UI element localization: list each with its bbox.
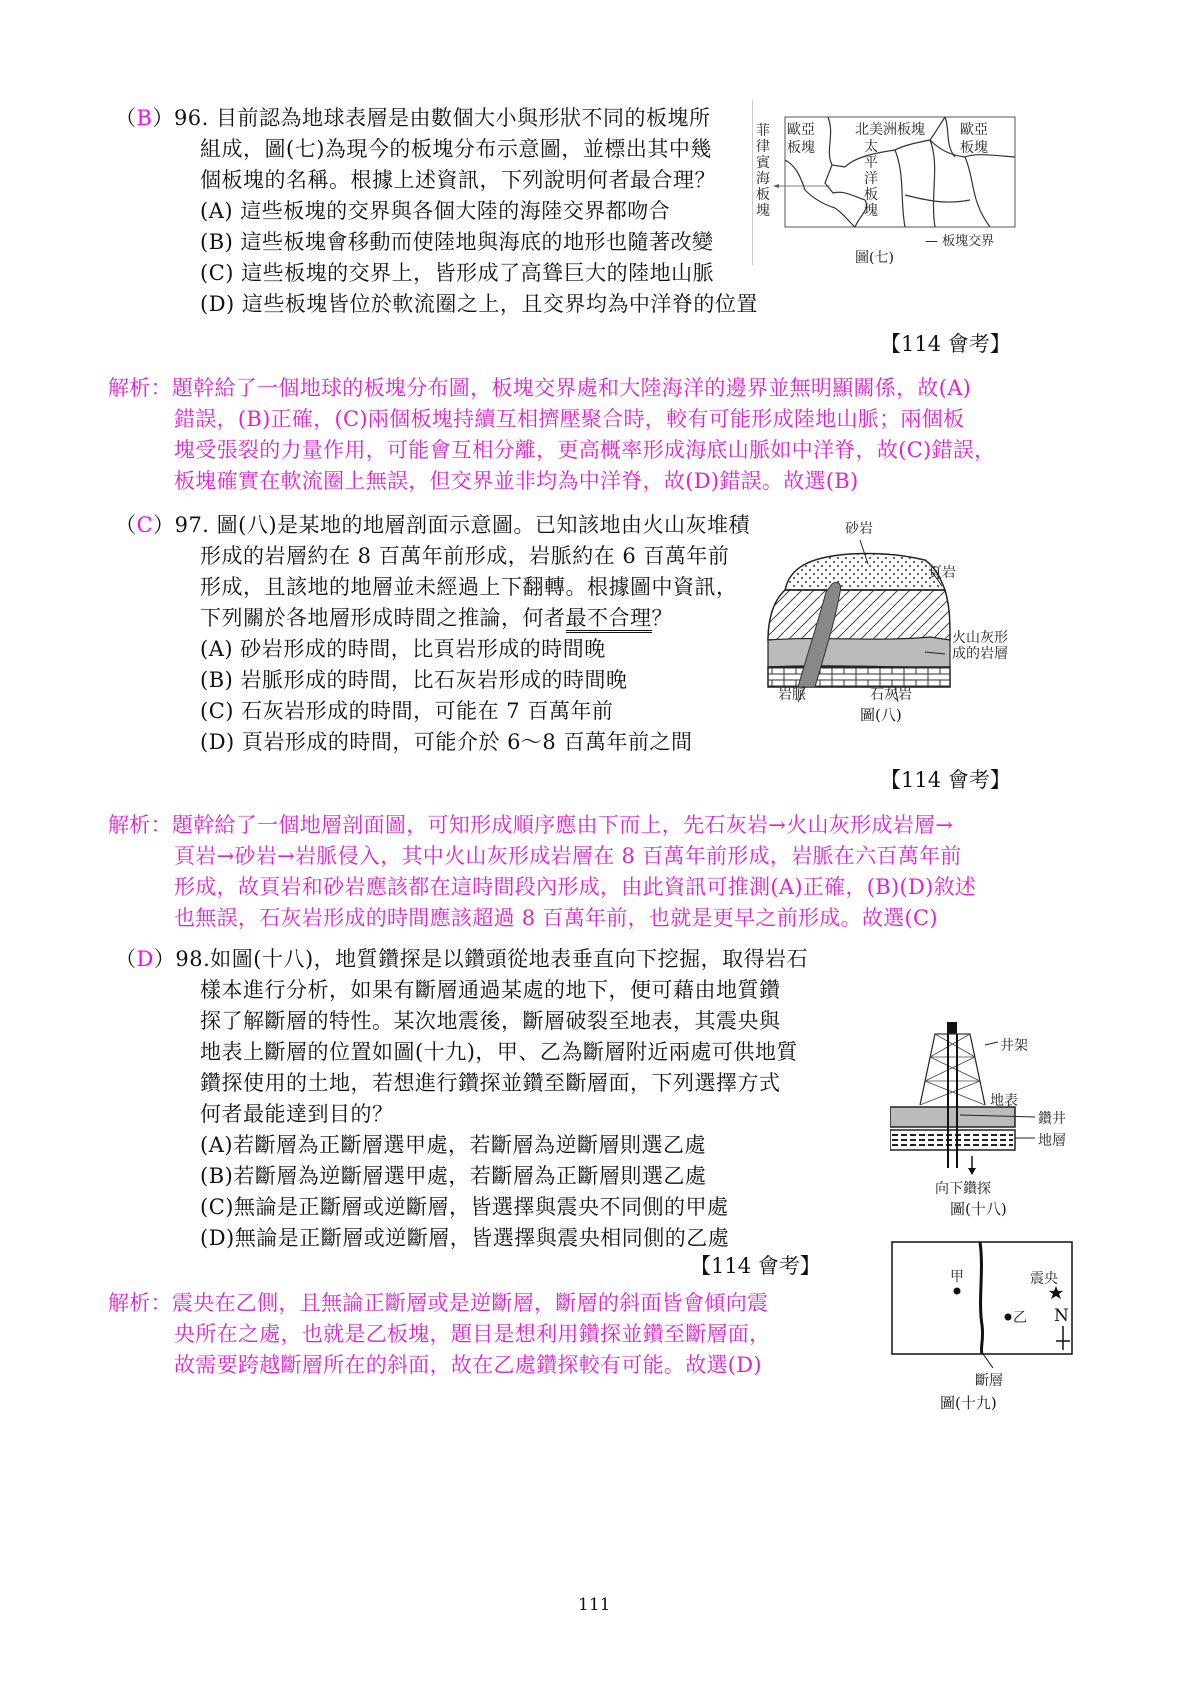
explanation-label: 解析： [108,1291,172,1315]
question-stem: 如圖(十八)，地質鑽探是以鑽頭從地表垂直向下挖掘，取得岩石 [210,947,809,971]
question-stem: 圖(八)是某地的地層剖面示意圖。已知該地由火山灰堆積 [216,513,751,537]
figure-caption: 圖(十八) [950,1200,1007,1218]
option-c: (C) 這些板塊的交界上，皆形成了高聳巨大的陸地山脈 [200,261,715,285]
label-dike: 岩脈 [778,687,806,703]
question-96-line-1: （B）96. 目前認為地球表層是由數個大小與形狀不同的板塊所 [115,106,711,130]
question-stem-line: 形成，且該地的地層並未經過上下翻轉。根據圖中資訊， [200,575,738,599]
figure-caption: 圖(八) [860,706,902,724]
label-epicenter: 震央 [1030,1271,1058,1287]
question-stem-line: 探了解斷層的特性。某次地震後，斷層破裂至地表，其震央與 [200,1009,781,1033]
explanation-line: 解析：題幹給了一個地球的板塊分布圖，板塊交界處和大陸海洋的邊界並無明顯關係，故(A) [108,376,972,400]
emphasis-least-reasonable: 最不合理 [566,606,652,633]
figure-7-plate-map [755,105,1055,265]
figure-18-drilling-rig [890,1010,1100,1220]
question-stem-line: 形成的岩層約在 8 百萬年前形成，岩脈約在 6 百萬年前 [200,544,730,568]
legend-plate-boundary: — 板塊交界 [925,234,995,249]
label-north-american-plate: 北美洲板塊 [855,122,925,138]
question-stem-line: 地表上斷層的位置如圖(十九)，甲、乙為斷層附近兩處可供地質 [200,1040,798,1064]
question-stem-line: 鑽探使用的土地，若想進行鑽探並鑽至斷層面，下列選擇方式 [200,1071,781,1095]
explanation-line: 解析：題幹給了一個地層剖面圖，可知形成順序應由下而上，先石灰岩→火山灰形成岩層→ [108,813,954,837]
label-philippine-plate: 菲 律 賓 海 板 塊 [756,123,770,219]
north-arrow-icon: N [1054,1306,1069,1326]
label-sandstone: 砂岩 [845,521,873,537]
label-volcanic-ash-layer: 火山灰形 成的岩層 [952,630,1008,662]
question-number: 98. [175,947,211,971]
label-site-yi: 乙 [1013,1310,1027,1326]
figure-divider [752,100,754,265]
question-stem-line: 組成，圖(七)為現今的板塊分布示意圖，並標出其中幾 [200,137,712,161]
question-stem-line: 何者最能達到目的？ [200,1102,394,1126]
label-eurasian-plate-left: 歐亞 板塊 [787,122,815,156]
page-number: 111 [578,1595,611,1615]
question-number: 97. [174,513,210,537]
label-borehole: 鑽井 [1038,1111,1066,1127]
label-pacific-plate: 太 平 洋 板 塊 [864,139,878,219]
question-97-line-1: （C）97. 圖(八)是某地的地層剖面示意圖。已知該地由火山灰堆積 [115,513,751,537]
source-tag: 【114 會考】 [880,768,1011,792]
label-limestone: 石灰岩 [870,687,912,703]
option-d: (D) 這些板塊皆位於軟流圈之上，且交界均為中洋脊的位置 [200,292,758,316]
option-a: (A) 這些板塊的交界與各個大陸的海陸交界都吻合 [200,199,671,223]
explanation-line: 錯誤，(B)正確，(C)兩個板塊持續互相擠壓聚合時，較有可能形成陸地山脈；兩個板 [174,407,965,431]
question-stem-line: 樣本進行分析，如果有斷層通過某處的地下，便可藉由地質鑽 [200,978,781,1002]
figure-19-fault-map [880,1230,1100,1430]
option-d: (D) 頁岩形成的時間，可能介於 6～8 百萬年前之間 [200,730,693,754]
source-tag: 【114 會考】 [880,332,1011,356]
label-ground-surface: 地表 [990,1093,1018,1109]
question-stem-line: 下列關於各地層形成時間之推論，何者最不合理？ [200,603,673,634]
option-c: (C) 石灰岩形成的時間，可能在 7 百萬年前 [200,699,614,723]
question-stem-line: 個板塊的名稱。根據上述資訊，下列說明何者最合理？ [200,168,716,192]
label-strata: 地層 [1038,1133,1066,1149]
explanation-line: 也無誤，石灰岩形成的時間應該超過 8 百萬年前，也就是更早之前形成。故選(C) [174,906,938,930]
explanation-line: 塊受張裂的力量作用，可能會互相分離，更高概率形成海底山脈如中洋脊，故(C)錯誤， [174,438,996,462]
question-number: 96. [173,106,209,130]
figure-8-strata-section [760,512,1020,732]
source-tag: 【114 會考】 [690,1254,821,1278]
question-98-line-1: （D）98.如圖(十八)，地質鑽探是以鑽頭從地表垂直向下挖掘，取得岩石 [115,947,809,971]
answer-letter: B [136,106,153,130]
option-b: (B) 這些板塊會移動而使陸地與海底的地形也隨著改變 [200,230,714,254]
option-b: (B)若斷層為逆斷層選甲處，若斷層為正斷層則選乙處 [200,1164,707,1188]
answer-letter: C [136,513,154,537]
fault-map-drawing [880,1230,1100,1380]
label-derrick: 井架 [1000,1038,1028,1054]
explanation-label: 解析： [108,813,172,837]
option-a: (A)若斷層為正斷層選甲處，若斷層為逆斷層則選乙處 [200,1133,707,1157]
option-b: (B) 岩脈形成的時間，比石灰岩形成的時間晚 [200,668,628,692]
figure-caption: 圖(十九) [940,1394,997,1412]
option-d: (D)無論是正斷層或逆斷層，皆選擇與震央相同側的乙處 [200,1226,730,1250]
label-eurasian-plate-right: 歐亞 板塊 [960,122,988,156]
option-c: (C)無論是正斷層或逆斷層，皆選擇與震央不同側的甲處 [200,1195,729,1219]
explanation-line: 故需要跨越斷層所在的斜面，故在乙處鑽探較有可能。故選(D) [174,1353,762,1377]
explanation-line: 央所在之處，也就是乙板塊，題目是想利用鑽探並鑽至斷層面， [174,1322,771,1346]
explanation-label: 解析： [108,376,172,400]
label-drill-downward: 向下鑽探 [935,1181,991,1197]
answer-paren-open: （ [115,106,137,130]
question-stem: 目前認為地球表層是由數個大小與形狀不同的板塊所 [216,106,711,130]
figure-caption: 圖(七) [855,250,894,266]
option-a: (A) 砂岩形成的時間，比頁岩形成的時間晚 [200,637,606,661]
label-site-jia: 甲 [950,1269,964,1285]
label-fault: 斷層 [975,1373,1003,1389]
explanation-line: 解析：震央在乙側，且無論正斷層或是逆斷層，斷層的斜面皆會傾向震 [108,1291,769,1315]
explanation-line: 頁岩→砂岩→岩脈侵入，其中火山灰形成岩層在 8 百萬年前形成，岩脈在六百萬年前 [174,844,962,868]
label-shale: 頁岩 [928,565,956,581]
explanation-line: 形成，故頁岩和砂岩應該都在這時間段內形成，由此資訊可推測(A)正確，(B)(D)敘述 [174,875,977,899]
answer-letter: D [136,947,154,971]
explanation-line: 板塊確實在軟流圈上無誤，但交界並非均為中洋脊，故(D)錯誤。故選(B) [174,469,859,493]
